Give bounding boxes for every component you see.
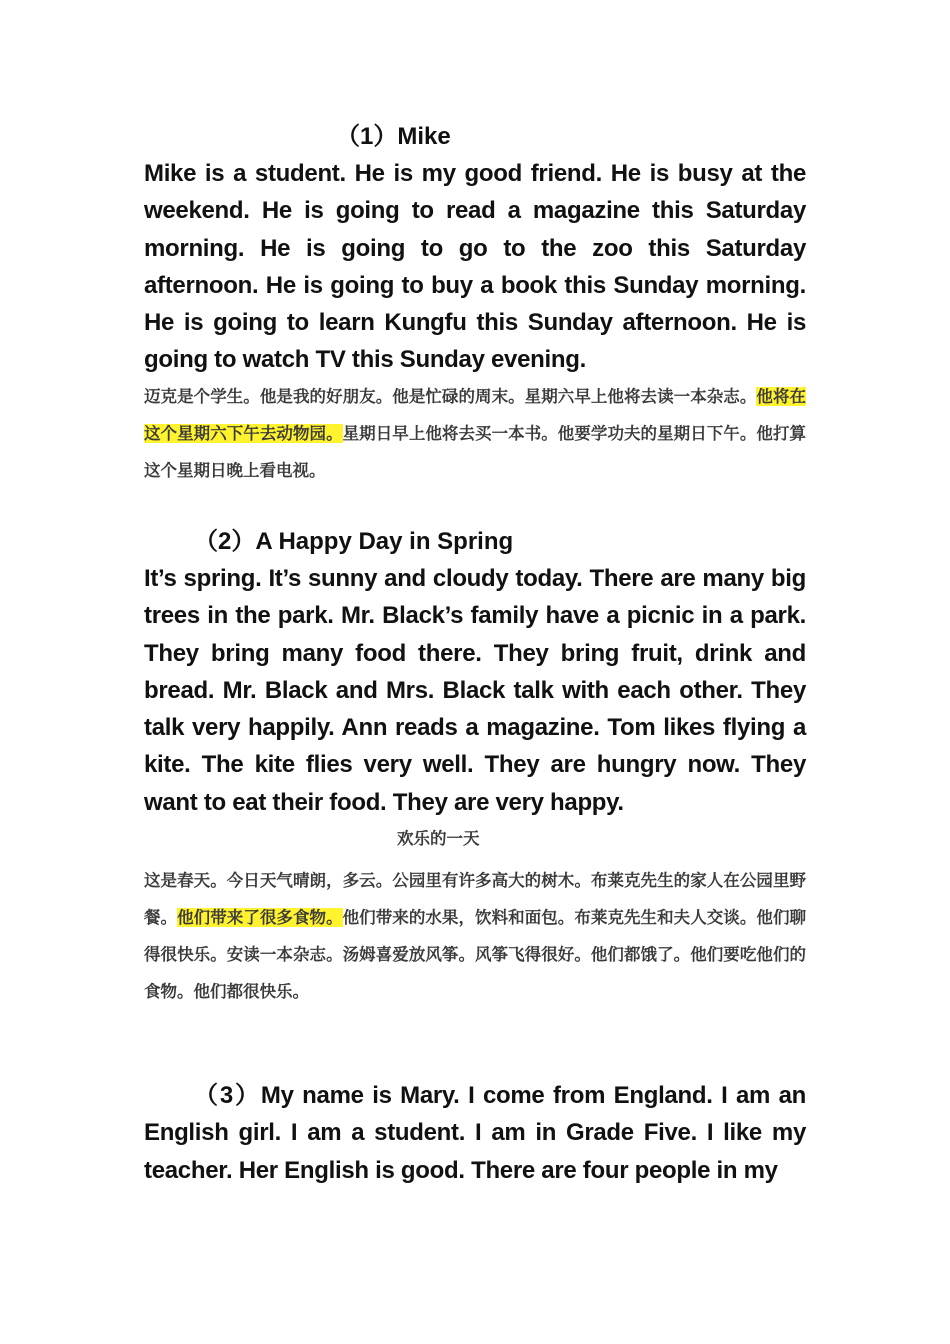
section-1-chinese-before: 迈克是个学生。他是我的好朋友。他是忙碌的周末。星期六早上他将去读一本杂志。 <box>144 387 757 406</box>
section-1-chinese-highlight: 他将在这个星期六下午去动物园。 <box>144 387 807 443</box>
section-2-chinese-title: 欢乐的一天 <box>397 829 480 848</box>
section-2-title: （2）A Happy Day in Spring <box>194 528 514 555</box>
section-3-english: My name is Mary. I come from England. I am an English girl. I am a student. I am in Grade Five. I like my teacher. Her English is good. There are four people in my <box>144 1082 806 1184</box>
section-2-chinese <box>144 862 806 1010</box>
section-1-title: （1）Mike <box>336 123 451 150</box>
section-2-chinese-highlight: 他们带来了很多食物。 <box>177 908 343 927</box>
section-3-title: （3） <box>194 1082 261 1109</box>
section-1-chinese-after: 星期日早上他将去买一本书。他要学功夫的星期日下午。他打算这个星期日晚上看电视。 <box>144 424 807 480</box>
section-1-chinese <box>144 378 806 489</box>
section-2-chinese-before: 这是春天。今日天气晴朗，多云。公园里有许多高大的树木。布莱克先生的家人在公园里野餐。 <box>144 871 806 927</box>
section-1-english: Mike is a student. He is my good friend. He is busy at the weekend. He is going to read a magazine this Saturday morning. He is going to go to the zoo this Saturday afternoon. He is going to buy a book this Sunday morning. He is going to learn Kungfu this Sunday afternoon. He is going to watch TV this Sunday evening. <box>144 160 806 374</box>
section-2-english: It’s spring. It’s sunny and cloudy today. There are many big trees in the park. Mr. Black’s family have a picnic in a park. They bring many food there. They bring fruit, drink and bread. Mr. Black and Mrs. Black talk with each other. They talk very happily. Ann reads a magazine. Tom likes flying a kite. The kite flies very well. They are hungry now. They want to eat their food. They are very happy. <box>144 565 806 816</box>
section-3-paragraph <box>144 1077 806 1189</box>
section-2-chinese-after: 他们带来的水果，饮料和面包。布莱克先生和夫人交谈。他们聊得很快乐。安读一本杂志。汤姆喜爱放风筝。风筝飞得很好。他们都饿了。他们要吃他们的食物。他们都很快乐。 <box>144 908 807 1001</box>
